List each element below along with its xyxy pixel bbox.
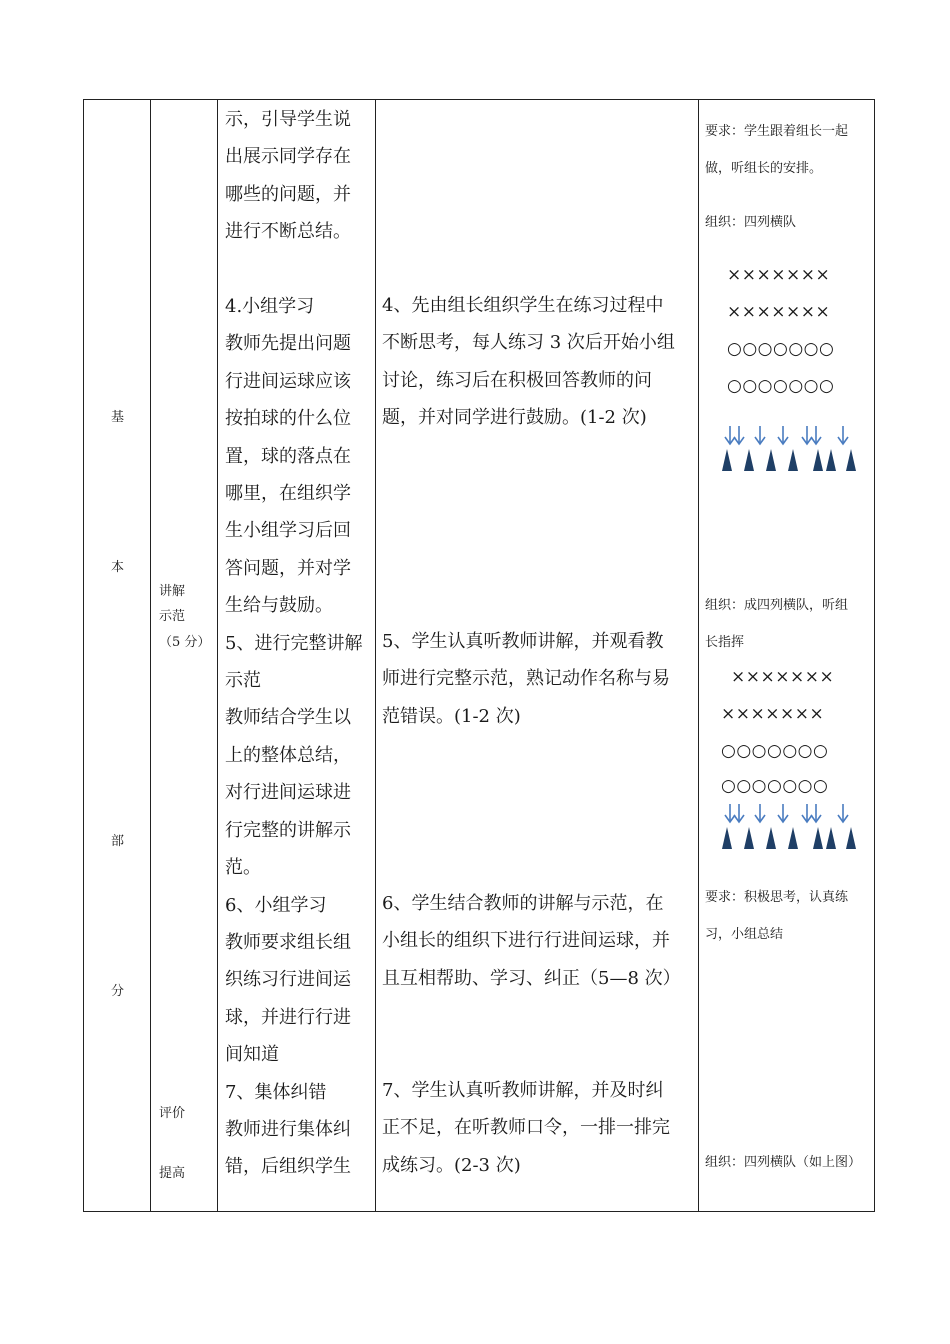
teacher-line: 行进间运球应该 [225, 370, 351, 392]
requirement-note [705, 879, 870, 953]
section-char: 基 [111, 410, 125, 425]
cone-icon [846, 827, 856, 849]
organization-note [705, 587, 870, 661]
teacher-line: 球，并进行行进 [225, 1006, 351, 1028]
arrows-and-cones [715, 425, 865, 481]
cone-icon [744, 449, 754, 471]
student-line: 范错误。(1-2 次) [382, 705, 521, 727]
cone-icon [788, 449, 798, 471]
cone-icon [722, 827, 732, 849]
student-line: 4、先由组长组织学生在练习过程中 [382, 295, 664, 316]
arrow-down-icon [725, 804, 735, 822]
teacher-line: 教师先提出问题 [225, 333, 351, 355]
arrow-down-icon [725, 426, 735, 444]
arrows-and-cones [715, 803, 865, 859]
teacher-line: 生小组学习后回 [225, 520, 351, 542]
teacher-line: 示，引导学生说 [225, 109, 351, 130]
formation-row: ××××××× [727, 302, 831, 322]
section-char: 部 [111, 834, 125, 849]
student-line: 6、学生结合教师的讲解与示范，在 [382, 893, 664, 914]
note-line: 习，小组总结 [705, 927, 784, 942]
note-line: 组织：成四列横队，听组 [705, 598, 849, 613]
cone-icon [744, 827, 754, 849]
arrow-down-icon [838, 804, 848, 822]
segment-label: 提高 [159, 1166, 186, 1181]
formation-row: ○○○○○○○ [727, 339, 835, 359]
cone-icon [766, 449, 776, 471]
arrow-down-icon [755, 804, 765, 822]
student-line: 小组长的组织下进行行进间运球，并 [382, 930, 670, 952]
arrow-down-icon [802, 804, 812, 822]
teacher-line: 6、小组学习 [225, 894, 327, 916]
teacher-line: 上的整体总结， [225, 744, 351, 766]
segment-label: （5 分） [159, 635, 211, 650]
note-line: 做，听组长的安排。 [705, 161, 823, 176]
lesson-plan-table [83, 99, 875, 1212]
column-divider [698, 100, 699, 1211]
arrow-down-icon [778, 426, 788, 444]
formation-diagram [705, 659, 870, 859]
teacher-line: 示范 [225, 670, 261, 692]
student-line: 5、学生认真听教师讲解，并观看教 [382, 631, 664, 652]
note-line: 要求：学生跟着组长一起 [705, 124, 849, 139]
teacher-line: 答问题，并对学 [225, 557, 351, 579]
teacher-activities [225, 101, 375, 1186]
teacher-line: 教师要求组长组 [225, 931, 351, 953]
formation-row: ××××××× [727, 265, 831, 285]
teacher-line: 4.小组学习 [225, 296, 315, 318]
teacher-line: 出展示同学存在 [225, 146, 351, 168]
teacher-line: 按拍球的什么位 [225, 408, 351, 430]
formation-row: ××××××× [721, 704, 825, 724]
teacher-line: 教师结合学生以 [225, 707, 351, 729]
teacher-line: 哪些的问题，并 [225, 183, 351, 205]
note-line: 长指挥 [705, 635, 745, 650]
arrow-down-icon [838, 426, 848, 444]
teacher-line: 5、进行完整讲解 [225, 632, 363, 654]
formation-row: ○○○○○○○ [727, 376, 835, 396]
column-divider [217, 100, 218, 1211]
student-block-7 [382, 1072, 694, 1184]
teacher-spacer [225, 251, 375, 288]
student-block-6 [382, 885, 694, 997]
teacher-line: 7、集体纠错 [225, 1081, 327, 1103]
cone-icon [846, 449, 856, 471]
student-line: 师进行完整示范，熟记动作名称与易 [382, 668, 670, 690]
teacher-line: 生给与鼓励。 [225, 595, 333, 617]
teacher-line: 置，球的落点在 [225, 445, 351, 467]
student-line: 正不足，在听教师口令，一排一排完 [382, 1117, 670, 1139]
teacher-line: 错，后组织学生 [225, 1156, 351, 1178]
teacher-line: 对行进间运球进 [225, 782, 351, 804]
section-char: 分 [111, 984, 125, 999]
student-block-5 [382, 623, 694, 735]
arrow-down-icon [755, 426, 765, 444]
arrow-down-icon [811, 804, 821, 822]
arrow-down-icon [778, 804, 788, 822]
student-line: 题，并对同学进行鼓励。(1-2 次) [382, 407, 647, 429]
cone-icon [826, 449, 836, 471]
cone-icon [766, 827, 776, 849]
column-divider [375, 100, 376, 1211]
teacher-line: 进行不断总结。 [225, 221, 351, 243]
student-line: 成练习。(2-3 次) [382, 1154, 521, 1176]
arrow-down-icon [734, 426, 744, 444]
note-line: 要求：积极思考，认真练 [705, 890, 849, 905]
formation-row: ○○○○○○○ [721, 776, 829, 796]
column-divider [150, 100, 151, 1211]
cone-icon [813, 449, 823, 471]
student-line: 讨论，练习后在积极回答教师的问 [382, 369, 652, 391]
segment-label: 示范 [159, 609, 186, 624]
teacher-line: 行完整的讲解示 [225, 819, 351, 841]
cone-icon [813, 827, 823, 849]
teacher-line: 织练习行进间运 [225, 969, 351, 991]
student-line: 7、学生认真听教师讲解，并及时纠 [382, 1080, 664, 1101]
arrow-down-icon [811, 426, 821, 444]
formation-row: ××××××× [731, 667, 835, 687]
teacher-line: 教师进行集体纠 [225, 1118, 351, 1140]
student-line: 且互相帮助、学习、纠正（5—8 次） [382, 967, 681, 989]
cone-icon [788, 827, 798, 849]
cone-icon [826, 827, 836, 849]
formation-diagram [705, 257, 870, 487]
organization-note: 组织：四列横队（如上图） [705, 1155, 862, 1170]
organization-note: 组织：四列横队 [705, 215, 797, 230]
student-block-4 [382, 287, 694, 437]
section-char: 本 [111, 560, 125, 575]
teacher-line: 范。 [225, 857, 261, 879]
formation-row: ○○○○○○○ [721, 741, 829, 761]
teacher-line: 哪里，在组织学 [225, 483, 351, 505]
cone-icon [722, 449, 732, 471]
segment-label: 评价 [159, 1106, 186, 1121]
segment-label: 讲解 [159, 584, 186, 599]
arrow-down-icon [734, 804, 744, 822]
requirement-note [705, 113, 870, 187]
teacher-line: 间知道 [225, 1044, 279, 1066]
student-line: 不断思考，每人练习 3 次后开始小组 [382, 332, 675, 354]
arrow-down-icon [802, 426, 812, 444]
